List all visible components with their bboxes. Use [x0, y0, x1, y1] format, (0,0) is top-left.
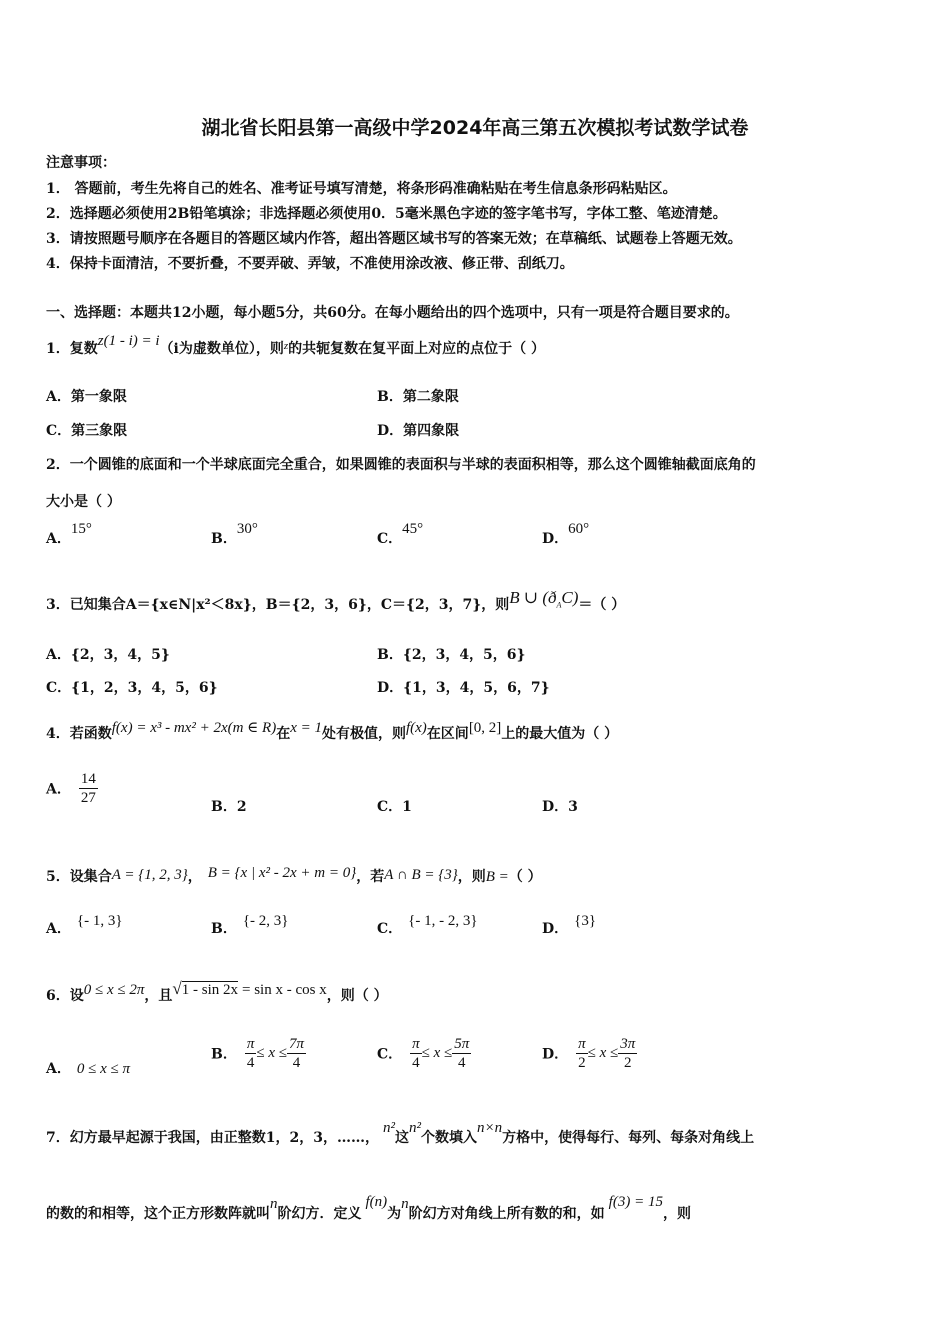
- q3-expression: B ∪ $(ð_AC)$: [509, 588, 579, 610]
- q1-option-d[interactable]: D．第四象限: [377, 423, 460, 439]
- q5-option-b[interactable]: B． {- 2, 3}: [211, 913, 289, 937]
- q6-option-b[interactable]: B． $\frac{\pi}{4}$ ≤ x ≤ $\frac{7\pi}{4}$: [211, 1036, 304, 1071]
- notice-item-4: 4．保持卡面清洁，不要折叠，不要弄破、弄皱，不准使用涂改液、修正带、刮纸刀。: [46, 256, 574, 272]
- q6-option-a[interactable]: A． 0 ≤ x ≤ π: [46, 1061, 131, 1077]
- notice-item-1: 1． 答题前，考生先将自己的姓名、准考证号填写清楚，将条形码准确粘贴在考生信息条形码粘贴区。: [46, 181, 677, 197]
- q5-set-b: B = {x | x² - 2x + m = 0}: [207, 865, 357, 881]
- page-title: 湖北省长阳县第一高级中学2024年高三第五次模拟考试数学试卷: [201, 117, 749, 139]
- q2-option-b[interactable]: B．30°: [211, 521, 258, 547]
- question-2-line1: 2．一个圆锥的底面和一个半球底面完全重合，如果圆锥的表面积与半球的表面积相等，那么这个圆锥轴截面底角的: [46, 457, 756, 473]
- q6-sqrt-radicand: 1 - sin 2x: [181, 982, 238, 998]
- q5-set-a: A = {1, 2, 3}: [111, 867, 188, 883]
- question-6: 6．设0 ≤ x ≤ 2π，且√1 - sin 2x = sin x - cos x，则（ ）: [46, 979, 388, 1004]
- question-1: 1．复数z(1 - i) = i（i为虚数单位），则$^z$的共轭复数在复平面上对应的点位于（ ）: [46, 333, 546, 357]
- question-4: 4．若函数f(x) = x³ - mx² + 2x(m ∈ R)在x = 1处有极值，则f(x)在区间[0, 2]上的最大值为（ ）: [46, 720, 619, 742]
- q3-option-a[interactable]: A．{2，3，4，5}: [46, 647, 170, 663]
- q6-option-c[interactable]: C． $\frac{\pi}{4}$ ≤ x ≤ $\frac{5\pi}{4}$: [377, 1036, 470, 1071]
- q2-option-c[interactable]: C．45°: [377, 521, 424, 547]
- q1-option-a[interactable]: A．第一象限: [46, 389, 127, 405]
- q2-option-d[interactable]: D．60°: [542, 521, 590, 547]
- question-2-line2: 大小是（ ）: [46, 494, 121, 510]
- question-5: 5．设集合A = {1, 2, 3}， B = {x | x² - 2x + m = 0}，若A ∩ B = {3}，则B =（ ）: [46, 865, 542, 885]
- q3-option-d[interactable]: D．{1，3，4，5，6，7}: [377, 680, 550, 696]
- q3-option-c[interactable]: C．{1，2，3，4，5，6}: [46, 680, 218, 696]
- section-heading: 一、选择题：本题共12小题，每小题5分，共60分。在每小题给出的四个选项中，只有一项是符合题目要求的。: [46, 305, 739, 321]
- q4-option-b[interactable]: B．2: [211, 799, 247, 815]
- notice-item-3: 3．请按照题号顺序在各题目的答题区域内作答，超出答题区域书写的答案无效；在草稿纸、试题卷上答题无效。: [46, 231, 742, 247]
- q5-option-a[interactable]: A． {- 1, 3}: [46, 913, 123, 937]
- q3-option-b[interactable]: B．{2，3，4，5，6}: [377, 647, 526, 663]
- q4-function: f(x) = x³ - mx² + 2x(m ∈ R): [111, 720, 277, 736]
- q5-option-c[interactable]: C． {- 1, - 2, 3}: [377, 913, 478, 937]
- q1-equation: z(1 - i) = i: [97, 333, 160, 349]
- question-7-line1: 7．幻方最早起源于我国，由正整数1，2，3，……，n²这n²个数填入n×n方格中，使得每行、每列、每条对角线上: [46, 1120, 755, 1146]
- q6-option-d[interactable]: D． $\frac{\pi}{2}$ ≤ x ≤ $\frac{3\pi}{2}$: [542, 1036, 636, 1071]
- question-7-line2: 的数的和相等，这个正方形数阵就叫n阶幻方．定义f(n)为n阶幻方对角线上所有数的和，如f(3) = 15，则: [46, 1194, 691, 1222]
- q5-option-d[interactable]: D． {3}: [542, 913, 597, 937]
- q4-option-c[interactable]: C．1: [377, 799, 412, 815]
- q2-option-a[interactable]: A．15°: [46, 521, 92, 547]
- notice-item-2: 2．选择题必须使用2B铅笔填涂；非选择题必须使用0．5毫米黑色字迹的签字笔书写，字体工整、笔迹清楚。: [46, 206, 727, 222]
- notice-heading: 注意事项：: [46, 155, 116, 171]
- q4-option-d[interactable]: D．3: [542, 799, 578, 815]
- q1-option-c[interactable]: C．第三象限: [46, 423, 128, 439]
- question-3: 3．已知集合A＝{x∈N|x²＜8x}，B＝{2，3，6}，C＝{2，3，7}，则B ∪ $(ð_AC)=$（ ）: [46, 588, 626, 613]
- q4-option-a[interactable]: A． $\frac{14}{27}$: [46, 771, 96, 806]
- q1-option-b[interactable]: B．第二象限: [377, 389, 459, 405]
